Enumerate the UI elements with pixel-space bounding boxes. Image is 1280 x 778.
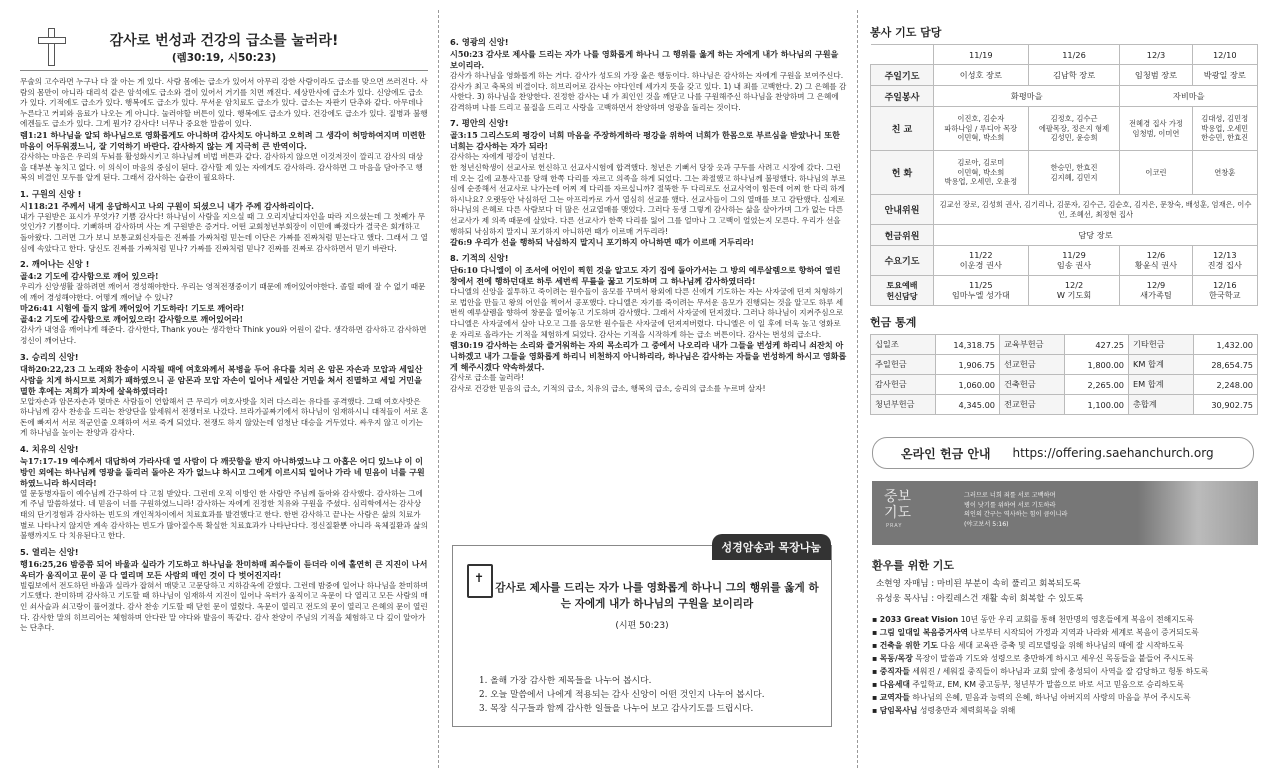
- prayer-topic: ▪ 중직자들 세워진 / 세워질 중직들이 하나님과 교회 앞에 충성되이 사역을 잘 감당하고 헝통 하도록: [872, 667, 1209, 676]
- prayer-topic-title: 건축을 위한 기도: [879, 641, 938, 650]
- table-cell: 이코린: [1120, 151, 1192, 195]
- date-label: 12/2: [1064, 280, 1084, 290]
- section-text: 열 문둥병자들이 예수님께 간구하여 다 고침 받았다. 그런데 오직 이방인 한 사람만 주님께 돌아와 감사했다. 감사하는 그에게 주님 말씀하셨다. 네 믿음이 너를 구원하였느니라! 감사하는 자에게 진정한 치유와 구원을 주셨다. 심리학에서는 감사상태의 단기정험과 감사하는 빈도의 개인적차이에서 치료효과를 발견했다고 한다. 한번 감사하고 끝나는 사람은 삶의 치료가 별로 나타나지 않지만 계속 감사하는 빈도가 많아질수록 확실한 치료효과가 나타난다다. 정신질환뿐 아니라 육체질환과 삶의 불행까지도 다 치유된다고 한다.: [20, 488, 428, 541]
- section-text: 내가 구원받은 표시가 무엇가? 기쁨 감사다! 하나님이 사람을 지으실 때 그 오리지날디자인을 따라 지으셨는데 그 첫째가 무엇인가? 기쁨이다. 기뻐하며 감사하며 사는 게 구원받은 증거다. 어떤 교회청년부회장이 이민에 빠졌다가 결국은 회개하고 돌아왔다. 그러면 그가 보니 보통교회신자들은 진짜를 가짜처럼 믿는데 이단은 가짜를 진짜처럼 믿는다고 했다. 그래서 그 열심에 속았다고 한다. 당신도 진짜를 가짜처럼 믿나? 가짜를 진짜처럼 믿나? 진짜를 진짜로 감사하면서 믿기 바란다.: [20, 211, 428, 253]
- sermon-column: [20, 8, 428, 770]
- memory-verse: 감사로 제사를 드리는 자가 나를 영화롭게 하나니 그의 행위를 옳게 하는 자에게 내가 하나님의 구원을 보이리라: [495, 582, 819, 610]
- column-divider: [857, 10, 858, 768]
- row-label: 수요기도: [871, 246, 934, 276]
- row-label: 헌 화: [871, 151, 934, 195]
- online-offering-label: 온라인 헌금 안내: [901, 446, 991, 461]
- table-cell: [1028, 276, 1120, 306]
- name-label: 새가족팀: [1140, 290, 1172, 300]
- name-label: 진경 집사: [1207, 260, 1242, 270]
- date-label: 12/6: [1146, 250, 1166, 260]
- prayer-topic: ▪ 다음세대 주일학교, EM, KM 중고등부, 청년부가 말씀으로 바로 서고 믿음으로 승리하도록: [872, 680, 1185, 689]
- name-label: 황윤식 권사: [1134, 260, 1178, 270]
- name-label: 임송 권사: [1056, 260, 1092, 270]
- fund-table: [870, 334, 1258, 415]
- section-text: 빌립보에서 전도하던 바울과 실라가 잡혀서 매맞고 고문당하고 지하감옥에 갇혔다. 그런데 밤중에 일어나 하나님을 찬미하며 기도했다. 찬미하며 감사하고 기도할 때 하나님이 임재하셔 지진이 일어나 옥터가 움직이고 옥문이 다 열리고 모든 사람의 매인 쇠사슬과 쇠고랑이 풀어졌다. 감사 찬송 기도할 때 닫힌 문이 열렸다. 옥문이 열리고 전도의 문이 열리고 은혜의 문이 열린다. 감사한 말의 히브리어는 체험하며 안다란 말 야다와 발음이 똑같다. 감사 찬양이 주님의 기적을 체험하고 다 깊이 알아가는 단추다.: [20, 580, 428, 633]
- banner-title: [884, 489, 911, 521]
- fund-value: 1,800.00: [1064, 355, 1129, 375]
- intercession-banner: [872, 481, 1258, 545]
- table-cell: 김남학 장로: [1028, 65, 1120, 86]
- prayer-topic-text: 나로부터 시작되어 가정과 지역과 나라와 세계로 복음이 증거되도록: [970, 628, 1199, 637]
- section-text: 감사로 급소를 눌러라! 감사로 건강한 믿음의 급소, 기적의 급소, 치유의 급소, 행복의 급소, 승리의 급소를 누르며 살자!: [450, 373, 766, 393]
- prayer-topic: ▪ 교역자들 하나님의 은혜, 믿음과 능력의 은혜, 하나님 아버지의 사랑의 마음을 부어 주시도록: [872, 693, 1191, 702]
- fund-value: 4,345.00: [935, 395, 1000, 415]
- table-cell: [1120, 246, 1192, 276]
- table-cell: 전혜경 집사 가정 임청범, 이미연: [1120, 107, 1192, 151]
- fund-value: 28,654.75: [1193, 355, 1258, 375]
- section-verse: 대하20:22,23 그 노래와 찬송이 시작될 때에 여호와께서 복병을 두어 유다를 치러 온 암몬 자손과 모압과 세일산 사람을 치게 하시므로 저희가 패하였으니 곧 암몬과 모압 자손이 일어나 세일산 거민을 쳐서 진멸하고 세일 거민을 멸한 후에는 저희가 피차에 살육하였더라!: [20, 363, 423, 396]
- table-cell: [934, 276, 1029, 306]
- section-heading: 1. 구원의 신앙 !: [20, 188, 82, 199]
- question-item: 2. 오늘 말씀에서 나에게 적용되는 감사 신앙이 어떤 것인지 나누어 봅시다.: [479, 690, 765, 700]
- section-text: 우리가 신앙생활 잘하려면 깨어서 경성해야한다. 우리는 영적전쟁중이기 때문에 깨어있어야한다. 졸릴 때에 잘 수 없기 때문에 깨어 경성해야한다. 어떻게 깨어날 수 있나?: [20, 282, 426, 302]
- row-label: 주일기도: [871, 65, 934, 86]
- prayer-title: 환우를 위한 기도: [872, 559, 955, 572]
- sermon-header: [20, 8, 428, 71]
- row-label: 친 교: [871, 107, 934, 151]
- prayer-topic: ▪ 2033 Great Vision 10년 동안 우리 교회를 통해 천만명의 영혼들에게 복음이 전해지도록: [872, 615, 1194, 624]
- bible-icon: [467, 564, 493, 598]
- section-verse: 눅17:17-19 예수께서 대답하여 가라사대 열 사람이 다 깨끗함을 받지 아니하였느냐 그 아홉은 어디 있느냐 이 이방인 외에는 하나님께 영광을 돌리러 돌아온 자가 없느냐 하시고 그에게 이르시되 일어나 가라 네 믿음이 너를 구원하였느니라 하시더라!: [20, 455, 425, 488]
- fund-label: 총합계: [1129, 395, 1194, 415]
- table-cell: 화평마을: [934, 86, 1120, 107]
- banner-verse: 그러므로 너희 죄를 서로 고백하며 병이 낫기를 위하여 서로 기도하라 의인의 간구는 역사하는 힘이 큼이니라 (야고보서 5:16): [964, 492, 1068, 528]
- date-header: 11/26: [1028, 45, 1120, 65]
- date-header: 12/3: [1120, 45, 1192, 65]
- table-cell: [1028, 246, 1120, 276]
- date-label: 11/25: [969, 280, 993, 290]
- sermon-intro: 무술의 고수라면 누구나 다 잘 아는 게 있다. 사람 몸에는 급소가 있어서 아무리 강한 사람이라도 급소를 맞으면 쓰러진다. 사람의 몸만이 아니라 대리석 같은 암석에도 급소와 결이 있어서 거기를 치면 깨진다. 세상만사에 급소가 있다. 신앙에도 급소가 있다. 기적에도 급소가 있다. 행복에도 급소가 있다. 무서운 암치료도 급소가 있다. 급소는 자판기 단추와 같다. 아무데나 누른다고 커피와 음료가 나오는 게 아니다. 눌러야할 버튼이 있다. 행복에도 급소가 있다. 건강에도 급소가 있다. 질병과 불행에겐들도 급소가 있다. 그게 뭔가? 감사다! 너무나 중요한 말씀이 있다.: [20, 77, 428, 129]
- sermon-intro-2: 감사하는 마음은 우리의 두뇌를 활성화시키고 하나님께 비법 버튼과 같다. 감사하지 않으면 이것저것이 깔리고 감사의 대상을 대부분 놓치고 없다. 이 의식이 마음의 중심이 된다. 감사할 제 있는 자에게도 감사하라. 감사하면 그 마음을 담아주고 행복의 비결인 모두를 알게 된다. 그래서 감사하는 습관이 필요하다.: [20, 151, 423, 183]
- fund-label: 주일헌금: [871, 355, 936, 375]
- section-text: 다니엘의 신앙을 질투하고 죽이려는 원수들이 음모를 꾸며서 왕외에 다른 신에게 기도하는 자는 사자굴에 던져 처형하기로 법안을 만들고 왕의 어인을 찍어서 공포했다. 다니엘은 자기를 죽이려는 무서운 음모가 진행되는 것을 알고도 하루 세 번씩 예루살렘을 향하여 창문을 열어놓고 기도하며 감사했다. 그래서 사자굴에 던져졌다. 그러나 하나님이 지켜주심으로 다니엘은 사자굴에서 살아 나오고 그를 음모한 원수들은 사자굴에 던져져버렸다. 다니엘은 이 일 후에 더욱 높고 영화로운 자리로 올라가는 기적을 체험하게 되었다. 감사는 기적을 시작하게 하는 급소 버튼이다. 감사는 번성의 급소다.: [450, 287, 844, 339]
- row-label: 헌금위원: [871, 225, 934, 246]
- fund-value: 2,265.00: [1064, 375, 1129, 395]
- date-label: 12/9: [1146, 280, 1166, 290]
- table-cell: 박광일 장로: [1192, 65, 1257, 86]
- prayer-topic-text: 세워진 / 세워질 중직들이 하나님과 교회 앞에 충성되이 사역을 잘 감당하고 헝통 하도록: [912, 667, 1209, 676]
- prayer-topic-title: 다음세대: [879, 680, 910, 689]
- fund-label: 교육부헌금: [1000, 335, 1065, 355]
- table-cell: 김대성, 김민정 박용업, 오세민 한승민, 한효진: [1192, 107, 1257, 151]
- section-heading: 8. 기적의 신앙!: [450, 253, 509, 264]
- section-heading: 4. 치유의 신앙!: [20, 443, 79, 454]
- name-label: W 기도회: [1056, 290, 1092, 300]
- section-text: 감사가 내영을 깨어나게 해준다. 감사한다, Thank you는 생각한다 Think you와 어원이 같다. 생각하면 감사하고 감사하면 정신이 깨어난다.: [20, 325, 427, 345]
- prayer-topic: ▪ 그림 일대일 복음증거사역 나로부터 시작되어 가정과 지역과 나라와 세계로 복음이 증거되도록: [872, 628, 1199, 637]
- row-label: 주일봉사: [871, 86, 934, 107]
- bible-box-tab: 성경암송과 목장나눔: [712, 534, 831, 560]
- prayer-topic-text: 주일학교, EM, KM 중고등부, 청년부가 말씀으로 바로 서고 믿음으로 승리하도록: [912, 680, 1185, 689]
- bible-memorization-box: [452, 541, 832, 727]
- table-cell: 김교선 장로, 김성희 권사, 김기리나, 김문자, 김수근, 김순호, 김지은, 문창숙, 배성훈, 엄재은, 이수인, 조혜선, 최정현 집사: [934, 195, 1258, 225]
- table-cell: 김정호, 김수근 에팔목장, 정은지 형제 김성민, 윤승희: [1028, 107, 1120, 151]
- banner-title-line: 중보: [884, 489, 912, 505]
- duty-table: [870, 44, 1258, 306]
- section-heading: 2. 깨어나는 신앙 !: [20, 259, 90, 270]
- prayer-topic-text: 하나님의 은혜, 믿음과 능력의 은혜, 하나님 아버지의 사랑의 마음을 부어 주시도록: [912, 693, 1191, 702]
- row-label: 안내위원: [871, 195, 934, 225]
- table-cell: [1120, 276, 1192, 306]
- date-header: 11/19: [934, 45, 1029, 65]
- fund-label: EM 합계: [1129, 375, 1194, 395]
- memory-verse-reference: (시편 50:23): [615, 621, 669, 631]
- name-label: 이운경 권사: [959, 260, 1002, 270]
- date-label: 12/16: [1212, 280, 1237, 290]
- fund-value: 1,100.00: [1064, 395, 1129, 415]
- fund-label: 십일조: [871, 335, 936, 355]
- date-label: 11/29: [1062, 250, 1086, 260]
- section-heading: 3. 승리의 신앙!: [20, 351, 79, 362]
- fund-label: 전교헌금: [1000, 395, 1065, 415]
- fund-value: 1,906.75: [935, 355, 1000, 375]
- fund-value: 1,432.00: [1193, 335, 1258, 355]
- online-offering-box: [872, 437, 1254, 469]
- date-label: 11/22: [969, 250, 993, 260]
- date-header: 12/10: [1192, 45, 1257, 65]
- sermon-reference: (렘30:19, 시50:23): [171, 52, 277, 64]
- fund-label: KM 합계: [1129, 355, 1194, 375]
- prayer-item: 유성웅 목사님 : 아킬레스건 재활 속히 회복할 수 있도록: [876, 594, 1084, 604]
- section-verse: 골4:2 기도에 감사함으로 깨어 있으라!: [20, 271, 159, 282]
- table-cell: [1192, 276, 1257, 306]
- fund-label: 기타헌금: [1129, 335, 1194, 355]
- fund-value: 30,902.75: [1193, 395, 1258, 415]
- fund-label: 건축헌금: [1000, 375, 1065, 395]
- prayer-topic-title: 중직자들: [879, 667, 910, 676]
- info-column: [866, 8, 1264, 770]
- prayer-topic-title: 교역자들: [879, 693, 910, 702]
- section-heading: 5. 열리는 신앙!: [20, 546, 79, 557]
- prayer-topic-title: 2033 Great Vision: [879, 615, 959, 624]
- prayer-topic: ▪ 건축을 위한 기도 다음 세대 교육관 증축 및 리모델링을 위해 하나님의 때에 잘 시작하도록: [872, 641, 1184, 650]
- discussion-questions: [479, 674, 765, 716]
- fund-label: 선교헌금: [1000, 355, 1065, 375]
- section-verse: 시118:21 주께서 내게 응답하시고 나의 구원이 되셨으니 내가 주께 감사하리이다.: [20, 200, 314, 211]
- fund-label: 감사헌금: [871, 375, 936, 395]
- section-heading: 6. 영광의 신앙!: [450, 37, 509, 47]
- name-label: 한국학교: [1208, 290, 1241, 300]
- row-label: 토요예배 헌신담당: [871, 276, 934, 306]
- section-verse: 골4:2 기도에 감사함으로 깨어있으라! 감사함으로 깨어있어라!: [20, 314, 244, 325]
- section-text: 모압자손과 암몬자손과 몇마온 사람들이 연합해서 큰 무리가 여호사밧을 치러 다스리는 유다를 공격했다. 그때 여호사밧은 하나님께 감사 찬송을 드리는 찬양단을 앞세워서 전쟁터로 나갔다. 브라가골짜기에서 하나님이 임재하시니 대적들이 서로 혼돈에 빠져서 서로 적군인줄 오해하여 서로 죽게 되었다. 전쟁도 하지 않았는데 엄청난 대승을 거두었다. 싸우지 않고 이기는 게 하나님을 높이는 찬양과 감사다.: [20, 396, 428, 438]
- prayer-topic-text: 다음 세대 교육관 증축 및 리모델링을 위해 하나님의 때에 잘 시작하도록: [940, 641, 1184, 650]
- fund-value: 1,060.00: [935, 375, 1000, 395]
- section-verse: 골3:15 그리스도의 평강이 너희 마음을 주장하게하라 평강을 위하여 너희가 한몸으로 부르심을 받았나니 또한 너희는 감사하는 자가 되라!: [450, 130, 840, 152]
- online-offering-link[interactable]: https://offering.saehanchurch.org: [1012, 446, 1214, 460]
- section-verse: 시50:23 감사로 제사를 드리는 자가 나를 영화롭게 하나니 그 행위를 옳게 하는 자에게 내가 하나님의 구원을 보이리라.: [450, 49, 839, 70]
- prayer-topic: ▪ 담임목사님 성령충만과 체력회복을 위해: [872, 706, 1016, 715]
- table-cell: 임청범 장로: [1120, 65, 1192, 86]
- table-cell: 한승민, 한효진 김지혜, 김민지: [1028, 151, 1120, 195]
- praying-hands-image: [1138, 481, 1258, 545]
- sermon-title: 감사로 번성과 건강의 급소를 눌러라!: [109, 33, 339, 49]
- section-verse: 행16:25,26 밤중쯤 되어 바울과 실라가 기도하고 하나님을 찬미하매 죄수들이 듣더라 이에 홀연히 큰 지진이 나서 옥터가 움직이고 문이 곧 다 열리며 모든 사람의 매인 것이 다 벗어진지라!: [20, 558, 428, 580]
- banner-subtitle: PRAY: [886, 523, 903, 529]
- fund-value: 14,318.75: [935, 335, 1000, 355]
- table-cell: 이진호, 김순자 파하나임 / 루디아 목장 이민혁, 박소희: [934, 107, 1029, 151]
- table-cell: 김로아, 김로미 이민혁, 박소희 박용업, 오세민, 오윤정: [934, 151, 1029, 195]
- fund-label: 청년부헌금: [871, 395, 936, 415]
- section-text: 감사하는 자에게 평강이 넘친다. 한 청년신학생이 선교사로 헌신하고 선교사시험에 합격했다. 청년은 기뻐서 당장 옷과 구두를 사려고 시장에 갔다. 그런데 오는 길에 교통사고를 당해 한쪽 다리를 자르고 의족을 하게 되었다. 그는 좌절했고 하나님께 불평했다. 하나님의 부르심에 순종해서 선교사로 나가는데 어찌 제 다리를 자르십니까? 절뚝한 두 다리로도 선교사역이 힘든데 어찌 한 다리 하게 하시나요? 오랫동안 낙심하던 그는 아프리카로 가서 열심히 선교를 했다. 선교사들이 그의 열매를 보고 감탄했다. 실제로 하나님의 은혜로 다른 사람보다 더 많은 선교열매를 맺었다. 그러다 동생 그렇게 감사하는 삶을 살아가며 그가 없는 다른 선교사가 제 의족 때문에 살았다. 다른 선교사가 한쪽 다리를 잃어 그를 얼마나 그 고백이 얼었는지 모른다. 우리가 선을 행하되 낙심하지 말지니 포기하지 아니하면 때가 이르매 거두리라!: [450, 152, 846, 236]
- question-item: 1. 올해 가장 감사한 제목들을 나누어 봅시다.: [479, 676, 652, 686]
- column-divider: [438, 10, 439, 768]
- table-cell: 이성호 장로: [934, 65, 1029, 86]
- sermon-intro-verse: 렘1:21 하나님을 알되 하나님으로 영화롭게도 아니하며 감사치도 아니하고 오히려 그 생각이 허망하여지며 미련한 마음이 어두워졌느니, 잘 기억하기 바란다. 감사하지 않는 게 지극히 큰 반역이다.: [20, 129, 426, 151]
- prayer-topic-text: 성령충만과 체력회복을 위해: [919, 706, 1016, 715]
- banner-title-line: 기도: [884, 505, 912, 521]
- table-cell: [1192, 246, 1257, 276]
- prayer-topic-text: 목장이 말씀과 기도와 성령으로 충만하게 하시고 세우신 목동들을 붙들어 주시도록: [915, 654, 1194, 663]
- prayer-topic-title: 목동/목장: [879, 654, 913, 663]
- name-label: 임마누엘 성가대: [951, 290, 1010, 300]
- section-verse: 렘30:19 감사하는 소리와 즐거워하는 자의 목소리가 그 중에서 나오리라 내가 그들을 번성케 하리니 쇠잔치 아니하겠고 내가 그들을 영화롭게 하리니 비천하지 아니하리라, 하나님은 감사하는 자들을 번성하게 하시고 영화롭게 해주시겠다 약속하셨다.: [450, 340, 847, 373]
- date-label: 12/13: [1212, 250, 1237, 260]
- prayer-topic-text: 10년 동안 우리 교회를 통해 천만명의 영혼들에게 복음이 전해지도록: [960, 615, 1194, 624]
- table-cell: 담당 장로: [934, 225, 1258, 246]
- table-cell: [934, 246, 1029, 276]
- table-cell: 자비마을: [1120, 86, 1258, 107]
- fund-value: 2,248.00: [1193, 375, 1258, 395]
- prayer-topic-title: 담임목사님: [879, 706, 918, 715]
- prayer-item: 소현영 자매님 : 마비된 부분이 속히 풀리고 회복되도록: [876, 579, 1081, 589]
- section-heading: 7. 평안의 신앙!: [450, 118, 509, 129]
- prayer-topic: ▪ 목동/목장 목장이 말씀과 기도와 성령으로 충만하게 하시고 세우신 목동들을 붙들어 주시도록: [872, 654, 1194, 663]
- fund-title: 헌금 통계: [870, 316, 917, 329]
- section-verse: 마26:41 시험에 들지 않게 깨어있어 기도하라! 기도로 깨어라!: [20, 303, 245, 314]
- sermon-column-2: [450, 8, 848, 538]
- prayer-topic-title: 그림 일대일 복음증거사역: [879, 628, 969, 637]
- section-verse: 단6:10 다니엘이 이 조서에 어인이 찍힌 것을 알고도 자기 집에 돌아가서는 그 방의 예루살렘으로 향하여 열린 창에서 전에 행하던대로 하루 세번씩 무릎을 꿇고 기도하며 그 하나님께 감사하였더라!: [450, 265, 841, 287]
- duty-title: 봉사 기도 담당: [870, 26, 942, 39]
- section-text: 감사가 하나님을 영화롭게 하는 거다. 감사가 성도의 가장 옳은 행동이다. 하나님은 감사하는 자에게 구원을 보여주신다. 감사가 최고 축복의 비결이다. 히브리어로 감사는 야다인데 세가지 뜻을 갖고 있다. 1) 내 죄를 고백한다. 2) 그 은혜를 감사한다. 3) 하나님을 찬양한다. 진정한 감사는 내 가 죄인인 것을 깨닫고 나를 구원해주신 하나님을 찬양하며 그 은혜에 감격하며 나를 드리고 물질을 드리고 사랑을 고백하면서 찬양하며 영광을 돌리는 것이다.: [450, 71, 847, 112]
- section-verse: 갈6:9 우리가 선을 행하되 낙심하지 말지니 포기하지 아니하면 때가 이르매 거두리라!: [450, 237, 754, 248]
- fund-value: 427.25: [1064, 335, 1129, 355]
- question-item: 3. 목장 식구들과 함께 감사한 일들을 나누어 보고 감사기도를 드립시다.: [479, 704, 754, 714]
- table-cell: 연창훈: [1192, 151, 1257, 195]
